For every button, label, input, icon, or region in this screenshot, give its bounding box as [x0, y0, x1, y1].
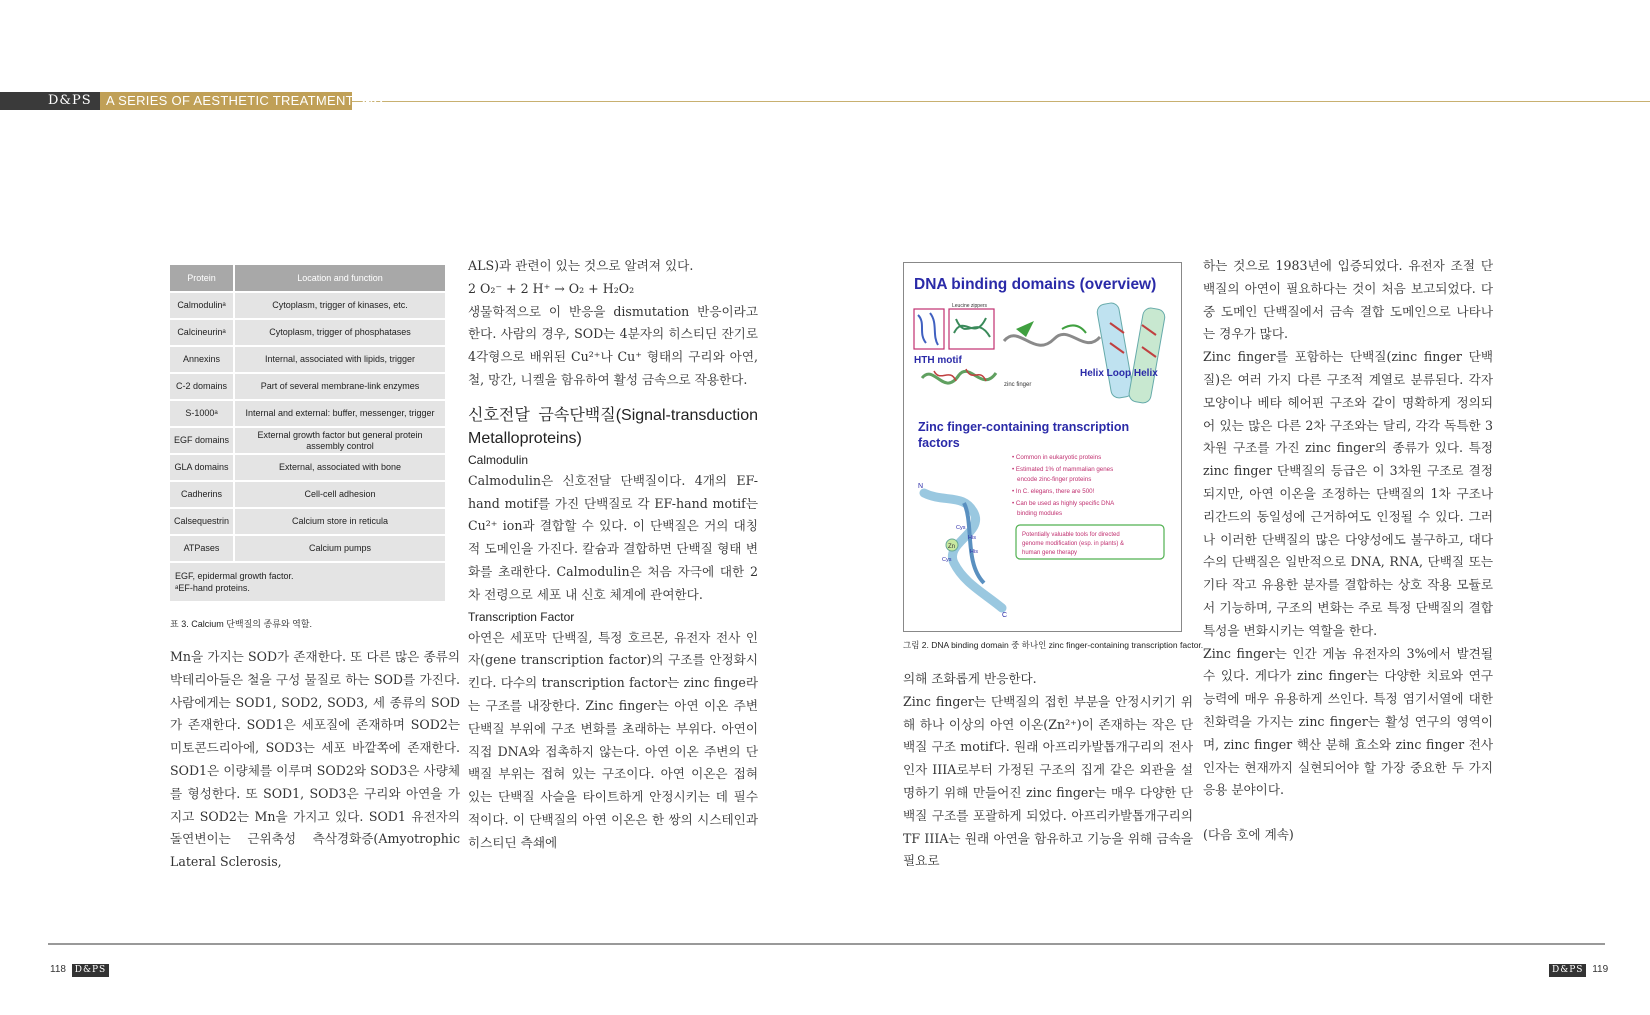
table-row [170, 427, 445, 454]
table-header-protein: Protein [170, 265, 234, 292]
his-label-2: His [970, 549, 978, 555]
subheading-calmodulin: Calmodulin [468, 452, 529, 467]
subheading-transcription-factor: Transcription Factor [468, 609, 575, 624]
table-cell-protein: Calmodulinᵃ [170, 292, 234, 319]
zinc-finger-ribbon-icon [924, 493, 1002, 608]
paragraph: Mn을 가지는 SOD가 존재한다. 또 다른 많은 종류의 박테리아들은 철을 구성 물질로 하는 SOD를 가진다. 사람에게는 SOD1, SOD2, SOD3, 세 종류의 SOD가 존재한다. SOD1은 세포질에 존재하며 SOD2는 미토콘드리아에, SOD3는 세포 바깥쪽에 존재한다. SOD1은 이량체를 이루며 SOD2와 SOD3은 사량체를 형성한다. 또 SOD1, SOD3은 구리와 아연을 가지고 SOD2는 Mn을 가지고 있다. SOD1 유전자의 돌연변이는 근위축성 측삭경화증(Amyotrophic Lateral Sclerosis, [170, 649, 460, 870]
table-cell-protein: Calcineurinᵃ [170, 319, 234, 346]
paragraph: Zinc finger는 단백질의 접힌 부분을 안정시키기 위해 하나 이상의 아연 이온(Zn²⁺)이 존재하는 작은 단백질 구조 motif다. 원래 아프리카발톱개구리의 전사 인자 IIIA로부터 가정된 구조의 집게 같은 외관을 설명하기 위해 만들어진 zinc finger는 매우 다양한 단백질 구조를 포괄하게 되었다. 아프리카발톱개구리의 TF IIIA는 원래 아연을 함유하고 기능을 위해 금속을 필요로 [903, 693, 1193, 869]
text-column-1 [170, 646, 460, 874]
figure-graphic [904, 263, 1181, 631]
figure-bullet-line1: • Estimated 1% of mammalian genes [1012, 466, 1114, 473]
figure-caption: 그림 2. DNA binding domain 중 하나인 zinc finger-containing transcription factor. [903, 640, 1204, 650]
dna-binding-domains-figure [903, 262, 1182, 632]
figure-heading-line2: factors [918, 436, 960, 450]
text-column-4 [1203, 255, 1493, 847]
hlh-helix-left-icon [1096, 302, 1134, 399]
figure-title: DNA binding domains (overview) [914, 276, 1157, 293]
hlh-label: Helix Loop Helix [1080, 368, 1158, 379]
table-cell-function: External, associated with bone [234, 454, 445, 481]
table-cell-function: Calcium pumps [234, 535, 445, 562]
table-row [170, 454, 445, 481]
paragraph: 의해 조화롭게 반응한다. [903, 671, 1037, 686]
c-terminus-label: C [1002, 612, 1008, 619]
table-row [170, 400, 445, 427]
callout-line3: human gene therapy [1022, 550, 1078, 556]
table-cell-function: Calcium store in reticula [234, 508, 445, 535]
protein-domain-icon [1016, 321, 1034, 337]
paragraph: 아연은 세포막 단백질, 특정 호르몬, 유전자 전사 인자(gene transcription factor)의 구조를 안정화시킨다. 다수의 transcription factor는 zinc finge라는 구조를 내장한다. Zinc finger는 아연 이온 주변 단백질 부위에 구조 변화를 초래하는 부위다. 아연이 직접 DNA와 접촉하지 않는다. 아연 이온 주변의 단백질 부위는 접혀 있는 구조이다. 아연 이온은 접혀 있는 단백질 사슬을 타이트하게 안정시키는 데 필수적이다. 이 단백질의 아연 이온은 한 쌍의 시스테인과 히스티딘 측쇄에 [468, 629, 758, 850]
series-name: A SERIES OF AESTHETIC TREATMENT [106, 93, 354, 108]
table-note-efhand: ᵃEF-hand proteins. [175, 583, 250, 593]
table-cell-function: Part of several membrane-link enzymes [234, 373, 445, 400]
table-cell-function: Internal, associated with lipids, trigger [234, 346, 445, 373]
table-cell-function: Cytoplasm, trigger of phosphatases [234, 319, 445, 346]
table-cell-protein: EGF domains [170, 427, 234, 454]
calcium-protein-table [170, 265, 445, 601]
table-cell-protein: Cadherins [170, 481, 234, 508]
paragraph: 하는 것으로 1983년에 입증되었다. 유전자 조절 단백질의 아연이 필요하다는 것이 처음 보고되었다. 다중 도메인 단백질에서 금속 결합 도메인으로 나타나는 경우가 많다. [1203, 258, 1493, 342]
table-row [170, 346, 445, 373]
n-terminus-label: N [918, 483, 924, 490]
table-header-row [170, 265, 445, 292]
footer-left [50, 963, 112, 976]
leucine-zipper-label: Leucine zippers [952, 303, 988, 309]
his-label: His [968, 535, 976, 541]
table-row [170, 373, 445, 400]
header-series-title [106, 92, 385, 110]
footer-logo-right: D&PS [1549, 964, 1586, 977]
table-header-function: Location and function [234, 265, 445, 292]
table-cell-function: Internal and external: buffer, messenger, trigger [234, 400, 445, 427]
paragraph: ALS)과 관련이 있는 것으로 알려져 있다. [468, 258, 694, 273]
helix-ribbon-icon [918, 313, 938, 345]
header-rule [352, 101, 1650, 102]
table-row [170, 535, 445, 562]
cys-label-2: Cys [942, 557, 952, 563]
text-column-2 [468, 255, 758, 855]
table-note [170, 562, 445, 601]
dna-strand-icon [1004, 334, 1100, 345]
table-note-row [170, 562, 445, 601]
footer-right [1546, 963, 1608, 976]
footer-rule [48, 943, 1605, 945]
paragraph: Zinc finger는 인간 게놈 유전자의 3%에서 발견될 수 있다. 게다가 zinc finger는 다양한 치료와 연구 능력에 매우 유용하게 쓰인다. 특정 염기서열에 대한 친화력을 가지는 zinc finger는 활성 연구의 영역이며, zinc finger 핵산 분해 효소와 zinc finger 전사 인자는 현재까지 실현되어야 할 가장 중요한 두 가지 응용 분야이다. [1203, 645, 1493, 798]
table-caption: 표 3. Calcium 단백질의 종류와 역할. [170, 619, 312, 629]
text-column-3 [903, 668, 1193, 873]
table-cell-function: Cytoplasm, trigger of kinases, etc. [234, 292, 445, 319]
paragraph: 생물학적으로 이 반응을 dismutation 반응이라고 한다. 사람의 경우, SOD는 4분자의 히스티딘 잔기로 4각형으로 배위된 Cu²⁺나 Cu⁺ 형태의 구리와 아연, 철, 망간, 니켈을 함유하여 활성 금속으로 작용한다. [468, 303, 758, 387]
table-cell-protein: Calsequestrin [170, 508, 234, 535]
table-cell-function: Cell-cell adhesion [234, 481, 445, 508]
table-row [170, 319, 445, 346]
section-heading: 신호전달 금속단백질(Signal-transduction Metalloproteins) [468, 406, 758, 447]
figure-bullet: • Common in eukaryotic proteins [1012, 454, 1102, 461]
table-cell-function: External growth factor but general protein assembly control [234, 427, 445, 454]
figure-bullet: • In C. elegans, there are 500! [1012, 488, 1095, 495]
table-row [170, 292, 445, 319]
figure-bullet-line1: • Can be used as highly specific DNA [1012, 500, 1115, 507]
hth-motif-label: HTH motif [914, 355, 962, 366]
callout-line2: genome modification (esp. in plants) & [1022, 541, 1125, 547]
footer-logo-left: D&PS [72, 964, 109, 977]
arrow-icon [1062, 326, 1086, 333]
to-be-continued: (다음 호에 계속) [1203, 827, 1294, 843]
table-cell-protein: S-1000ᵃ [170, 400, 234, 427]
callout-line1: Potentially valuable tools for directed [1022, 532, 1120, 538]
hlh-helix-right-icon [1128, 307, 1166, 404]
figure-bullet-line2: encode zinc-finger proteins [1017, 476, 1092, 483]
dna-helix-icon [954, 318, 990, 337]
table-note-egf: EGF, epidermal growth factor. [175, 571, 294, 581]
spacer [1203, 802, 1493, 824]
cys-label: Cys [956, 525, 966, 531]
table-row [170, 508, 445, 535]
sod-equation: 2 O₂⁻ + 2 H⁺ → O₂ + H₂O₂ [468, 280, 635, 296]
series-number: 5-47 [357, 93, 386, 108]
table-row [170, 481, 445, 508]
page-number-right: 119 [1592, 964, 1609, 975]
figure-bullet-line2: binding modules [1017, 510, 1063, 517]
table-cell-protein: GLA domains [170, 454, 234, 481]
paragraph: Calmodulin은 신호전달 단백질이다. 4개의 EF-hand motif를 가진 단백질로 각 EF-hand motif는 Cu²⁺ ion과 결합할 수 있다. 이 단백질은 거의 대칭적 도메인을 가진다. 칼슘과 결합하면 단백질 형태 변화를 초래한다. Calmodulin은 처음 자극에 대한 2차 전령으로 세포 내 신호 체계에 관여한다. [468, 472, 758, 602]
zinc-finger-small-label: zinc finger [1004, 382, 1032, 388]
table-cell-protein: ATPases [170, 535, 234, 562]
table-cell-protein: C-2 domains [170, 373, 234, 400]
table-cell-protein: Annexins [170, 346, 234, 373]
zinc-finger-dna-icon [922, 371, 996, 383]
page-number-left: 118 [50, 964, 66, 975]
header-logo: D&PS [48, 93, 92, 108]
figure-heading-line1: Zinc finger-containing transcription [918, 420, 1130, 434]
zn-label: Zn [948, 544, 956, 550]
paragraph: Zinc finger를 포함하는 단백질(zinc finger 단백질)은 여러 가지 다른 구조적 계열로 분류된다. 각자 모양이나 베타 헤어핀 구조와 같이 명확하게 정의되어 있는 많은 다른 2차 구조와는 달리, 각각 독특한 3차원 구조를 가진 zinc finger의 종류가 있다. 특정 zinc finger 단백질의 등급은 이 3차원 구조로 결정되지만, 아연 이온을 조정하는 단백질의 1차 구조나 리간드의 동일성에 근거하여도 인정될 수 있다. 그러나 이러한 단백질의 많은 다양성에도 불구하고, 대다수의 단백질은 일반적으로 DNA, RNA, 단백질 또는 기타 작고 유용한 분자를 결합하는 상호 작용 모듈로서 기능하며, 구조의 변화는 주로 특정 단백질의 결합 특성을 변화시키는 역할을 한다. [1203, 349, 1493, 638]
